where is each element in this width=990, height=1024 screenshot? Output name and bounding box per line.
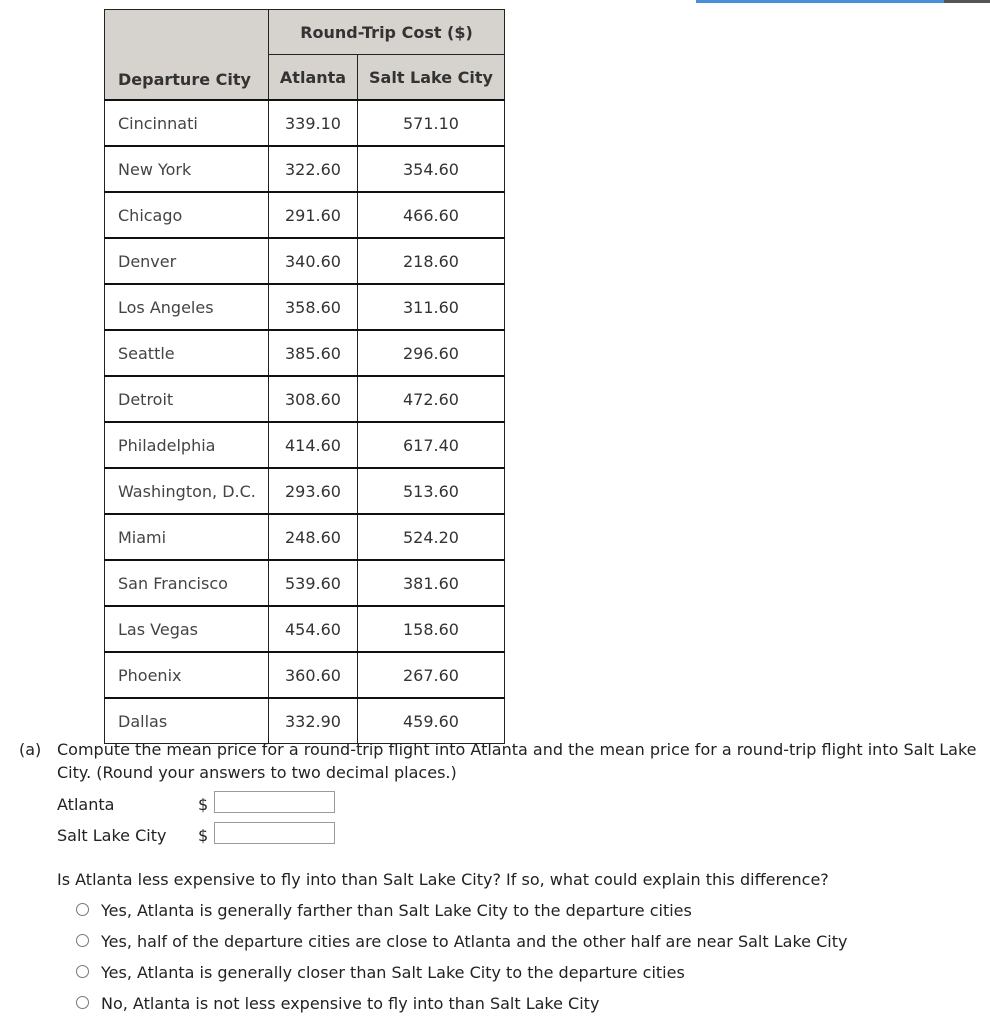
- question-label: (a): [19, 740, 42, 759]
- option-label: Yes, Atlanta is generally closer than Salt Lake City to the departure cities: [101, 963, 685, 982]
- departure-city-cell: Detroit: [105, 376, 269, 422]
- salt-lake-city-cost-cell: 354.60: [358, 146, 505, 192]
- table-row: [105, 652, 505, 698]
- currency-symbol: $: [198, 795, 209, 814]
- salt-lake-city-cost-cell: 296.60: [358, 330, 505, 376]
- option-label: Yes, half of the departure cities are close to Atlanta and the other half are near Salt Lake City: [101, 932, 848, 951]
- departure-city-cell: New York: [105, 146, 269, 192]
- table-row: [105, 192, 505, 238]
- atlanta-cost-cell: 454.60: [269, 606, 358, 652]
- departure-city-cell: Los Angeles: [105, 284, 269, 330]
- answer-label-atlanta: Atlanta: [57, 795, 115, 814]
- header-round-trip-cost: Round-Trip Cost ($): [269, 10, 505, 55]
- radio-button[interactable]: [76, 996, 89, 1009]
- departure-city-cell: Washington, D.C.: [105, 468, 269, 514]
- salt-lake-city-cost-cell: 311.60: [358, 284, 505, 330]
- salt-lake-city-cost-cell: 524.20: [358, 514, 505, 560]
- table-row: [105, 698, 505, 744]
- departure-city-cell: Cincinnati: [105, 100, 269, 146]
- table-row: [105, 560, 505, 606]
- header-salt-lake-city: Salt Lake City: [358, 55, 505, 101]
- departure-city-cell: San Francisco: [105, 560, 269, 606]
- table-row: [105, 468, 505, 514]
- atlanta-cost-cell: 332.90: [269, 698, 358, 744]
- atlanta-cost-cell: 293.60: [269, 468, 358, 514]
- departure-city-cell: Dallas: [105, 698, 269, 744]
- atlanta-cost-cell: 358.60: [269, 284, 358, 330]
- atlanta-mean-input[interactable]: [214, 791, 335, 813]
- departure-city-cell: Chicago: [105, 192, 269, 238]
- atlanta-cost-cell: 322.60: [269, 146, 358, 192]
- salt-lake-city-cost-cell: 158.60: [358, 606, 505, 652]
- salt-lake-city-cost-cell: 617.40: [358, 422, 505, 468]
- atlanta-cost-cell: 308.60: [269, 376, 358, 422]
- departure-city-cell: Denver: [105, 238, 269, 284]
- departure-city-cell: Seattle: [105, 330, 269, 376]
- salt-lake-city-cost-cell: 381.60: [358, 560, 505, 606]
- table-row: [105, 330, 505, 376]
- table-row: [105, 422, 505, 468]
- round-trip-cost-table: [104, 9, 505, 744]
- salt-lake-city-cost-cell: 466.60: [358, 192, 505, 238]
- salt-lake-city-mean-input[interactable]: [214, 822, 335, 844]
- table-row: [105, 606, 505, 652]
- answer-label-salt-lake-city: Salt Lake City: [57, 826, 167, 845]
- radio-button[interactable]: [76, 934, 89, 947]
- atlanta-cost-cell: 248.60: [269, 514, 358, 560]
- table-row: [105, 100, 505, 146]
- departure-city-cell: Phoenix: [105, 652, 269, 698]
- radio-button[interactable]: [76, 965, 89, 978]
- table-row: [105, 284, 505, 330]
- atlanta-cost-cell: 360.60: [269, 652, 358, 698]
- header-atlanta: Atlanta: [269, 55, 358, 101]
- sub-question-text: Is Atlanta less expensive to fly into than Salt Lake City? If so, what could explain this difference?: [57, 870, 829, 889]
- salt-lake-city-cost-cell: 267.60: [358, 652, 505, 698]
- question-text: Compute the mean price for a round-trip flight into Atlanta and the mean price for a round-trip flight into Salt Lake City. (Round your answers to two decimal places.): [57, 740, 977, 782]
- atlanta-cost-cell: 414.60: [269, 422, 358, 468]
- table-row: [105, 238, 505, 284]
- table-row: [105, 514, 505, 560]
- departure-city-cell: Philadelphia: [105, 422, 269, 468]
- table-row: [105, 376, 505, 422]
- salt-lake-city-cost-cell: 571.10: [358, 100, 505, 146]
- departure-city-cell: Las Vegas: [105, 606, 269, 652]
- atlanta-cost-cell: 340.60: [269, 238, 358, 284]
- salt-lake-city-cost-cell: 513.60: [358, 468, 505, 514]
- option-label: Yes, Atlanta is generally farther than Salt Lake City to the departure cities: [101, 901, 692, 920]
- salt-lake-city-cost-cell: 459.60: [358, 698, 505, 744]
- radio-button[interactable]: [76, 903, 89, 916]
- currency-symbol: $: [198, 826, 209, 845]
- atlanta-cost-cell: 539.60: [269, 560, 358, 606]
- atlanta-cost-cell: 339.10: [269, 100, 358, 146]
- header-departure-city: Departure City: [105, 10, 269, 101]
- top-progress-bar: [696, 0, 990, 3]
- atlanta-cost-cell: 385.60: [269, 330, 358, 376]
- departure-city-cell: Miami: [105, 514, 269, 560]
- table-row: [105, 146, 505, 192]
- salt-lake-city-cost-cell: 218.60: [358, 238, 505, 284]
- option-label: No, Atlanta is not less expensive to fly into than Salt Lake City: [101, 994, 600, 1013]
- salt-lake-city-cost-cell: 472.60: [358, 376, 505, 422]
- atlanta-cost-cell: 291.60: [269, 192, 358, 238]
